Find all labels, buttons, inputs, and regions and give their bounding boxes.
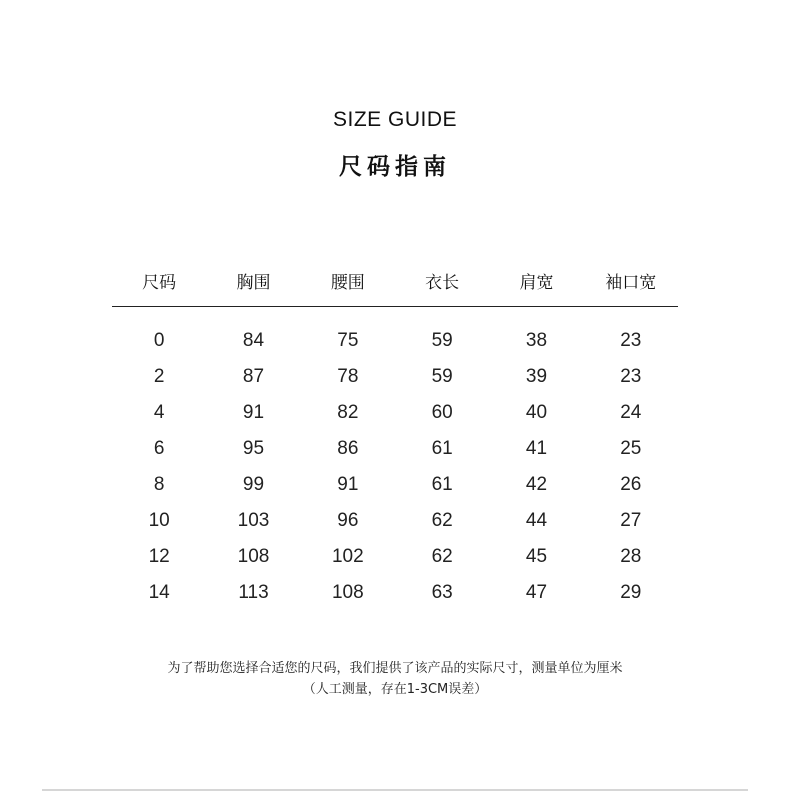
- cell-length: 59: [431, 330, 453, 351]
- table-row: [112, 575, 678, 611]
- cell-shoulder: 39: [525, 366, 548, 387]
- cell-cuff: 24: [620, 402, 642, 423]
- header-divider: [112, 306, 678, 307]
- cell-shoulder: 38: [525, 330, 548, 351]
- cell-size: 6: [153, 438, 165, 459]
- cell-shoulder: 40: [525, 402, 548, 423]
- cell-length: 61: [431, 474, 453, 495]
- cell-chest: 91: [242, 402, 265, 423]
- cell-waist: 108: [331, 582, 364, 603]
- cell-chest: 87: [242, 366, 265, 387]
- cell-waist: 82: [337, 402, 359, 423]
- cell-size: 10: [148, 510, 170, 531]
- cell-length: 62: [431, 546, 453, 567]
- cell-waist: 75: [337, 330, 359, 351]
- table-header-row: [112, 260, 678, 300]
- cell-size: 8: [153, 474, 165, 495]
- cell-cuff: 28: [620, 546, 642, 567]
- header-shoulder: 肩宽: [519, 272, 554, 293]
- cell-cuff: 26: [620, 474, 642, 495]
- cell-chest: 108: [237, 546, 270, 567]
- note-line-2: （人工测量，存在1-3CM误差）: [302, 682, 488, 697]
- cell-cuff: 23: [620, 330, 642, 351]
- size-table: [112, 260, 678, 611]
- table-row: [112, 395, 678, 431]
- cell-length: 62: [431, 510, 453, 531]
- cell-size: 12: [148, 546, 170, 567]
- table-row: [112, 323, 678, 359]
- table-row: [112, 359, 678, 395]
- measurement-note: [0, 658, 790, 700]
- cell-chest: 113: [238, 582, 269, 603]
- header-size: 尺码: [142, 272, 177, 293]
- header-length: 衣长: [425, 272, 460, 293]
- bottom-divider: [42, 789, 748, 791]
- header-chest: 胸围: [236, 272, 271, 293]
- cell-shoulder: 47: [525, 582, 548, 603]
- note-line-1: 为了帮助您选择合适您的尺码，我们提供了该产品的实际尺寸，测量单位为厘米: [167, 661, 623, 676]
- cell-chest: 84: [242, 330, 265, 351]
- cell-chest: 99: [242, 474, 265, 495]
- cell-chest: 95: [242, 438, 265, 459]
- cell-size: 14: [148, 582, 170, 603]
- cell-cuff: 23: [620, 366, 642, 387]
- page-title-en: SIZE GUIDE: [332, 108, 458, 131]
- cell-chest: 103: [237, 510, 270, 531]
- header-cuff: 袖口宽: [605, 272, 657, 293]
- table-row: [112, 467, 678, 503]
- cell-shoulder: 44: [525, 510, 548, 531]
- cell-cuff: 25: [620, 438, 642, 459]
- table-row: [112, 503, 678, 539]
- cell-size: 4: [153, 402, 165, 423]
- header-waist: 腰围: [330, 272, 365, 293]
- cell-shoulder: 41: [525, 438, 548, 459]
- cell-length: 61: [431, 438, 453, 459]
- cell-waist: 91: [337, 474, 359, 495]
- page-title-cn: 尺码指南: [339, 154, 451, 180]
- cell-length: 63: [431, 582, 453, 603]
- cell-waist: 78: [337, 366, 359, 387]
- table-row: [112, 431, 678, 467]
- cell-size: 2: [153, 366, 165, 387]
- cell-size: 0: [153, 330, 165, 351]
- cell-shoulder: 42: [525, 474, 548, 495]
- cell-shoulder: 45: [525, 546, 548, 567]
- cell-length: 60: [431, 402, 453, 423]
- cell-cuff: 29: [620, 582, 642, 603]
- table-row: [112, 539, 678, 575]
- cell-cuff: 27: [620, 510, 642, 531]
- cell-length: 59: [431, 366, 453, 387]
- cell-waist: 86: [337, 438, 359, 459]
- table-body: [112, 323, 678, 611]
- cell-waist: 96: [337, 510, 359, 531]
- cell-waist: 102: [331, 546, 364, 567]
